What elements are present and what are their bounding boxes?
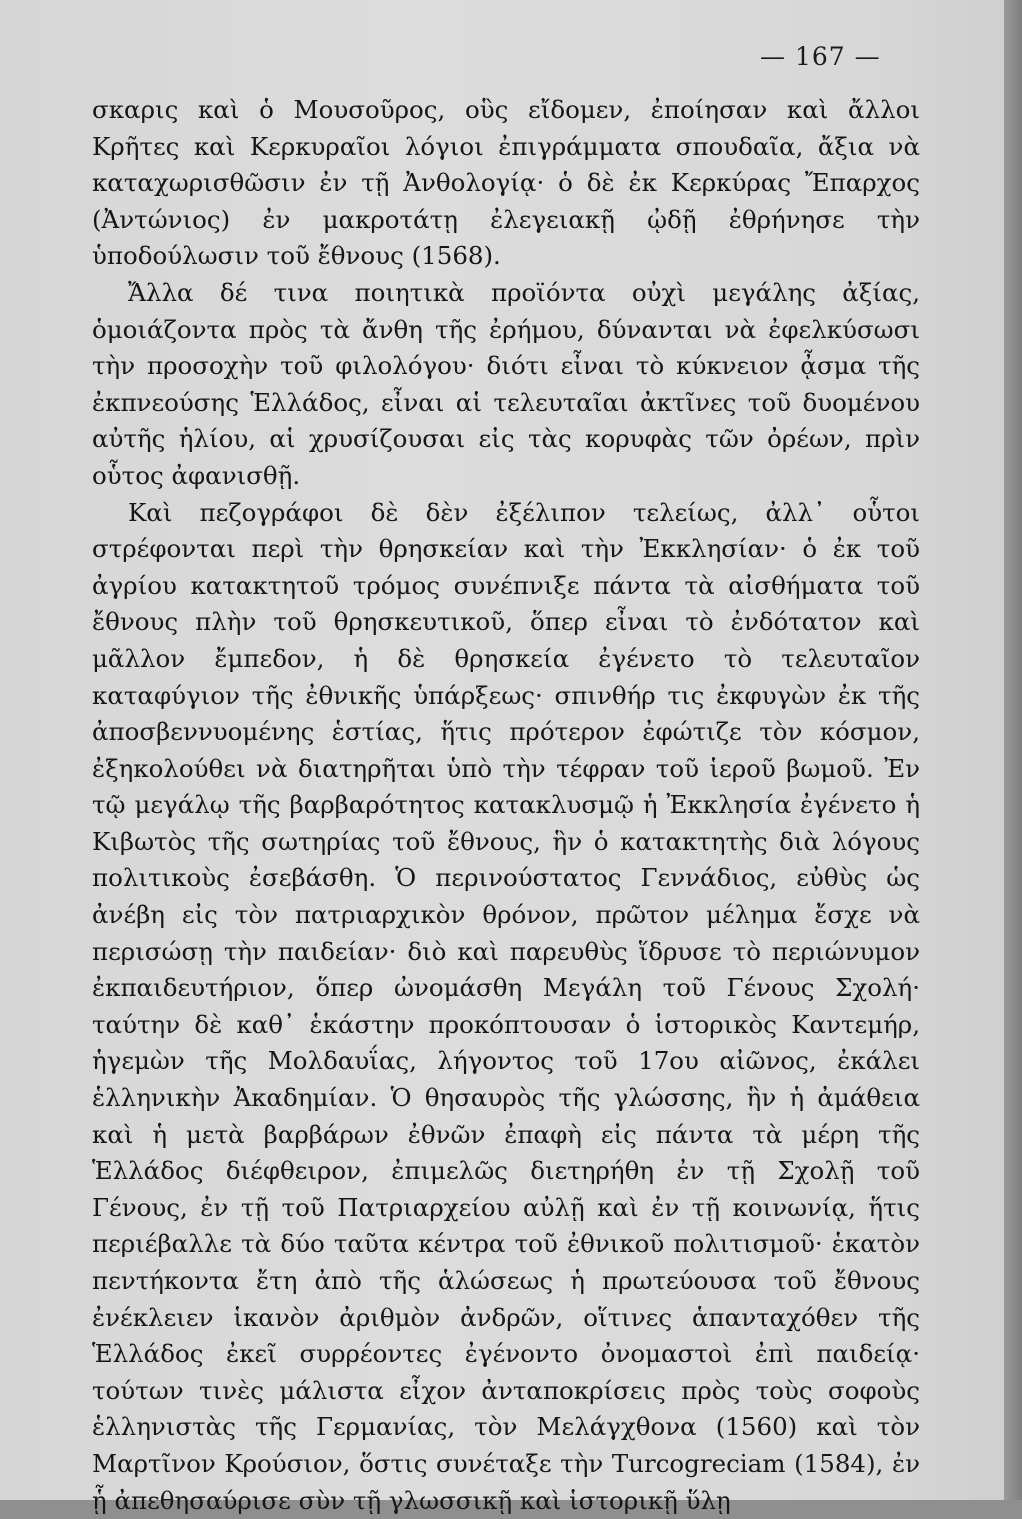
paragraph-3: Καὶ πεζογράφοι δὲ δὲν ἐξέλιπον τελείως, ἀλλ᾽ οὗτοι στρέφονται περὶ τὴν θρησκείαν καὶ τὴν Ἐκκλησίαν· ὁ ἐκ τοῦ ἀγρίου κατακτητοῦ τρόμος συνέπνιξε πάντα τὰ αἰσθήματα τοῦ ἔθνους πλὴν τοῦ θρησκευτικοῦ, ὅπερ εἶναι τὸ ἐνδότατον καὶ μᾶλλον ἔμπεδον, ἡ δὲ θρησκεία ἐγένετο τὸ τελευταῖον καταφύγιον τῆς ἐθνικῆς ὑπάρξεως· σπινθήρ τις ἐκφυγὼν ἐκ τῆς ἀποσβεννυομένης ἑστίας, ἥτις πρότερον ἐφώτιζε τὸν κόσμον, ἐξηκολούθει νὰ διατηρῆται ὑπὸ τὴν τέφραν τοῦ ἱεροῦ βωμοῦ. Ἐν τῷ μεγάλῳ τῆς βαρβαρότητος κατακλυσμῷ ἡ Ἐκκλησία ἐγένετο ἡ Κιβωτὸς τῆς σωτηρίας τοῦ ἔθνους, ἣν ὁ κατακτητὴς διὰ λόγους πολιτικοὺς ἐσεβάσθη. Ὁ περινούστατος Γεννάδιος, εὐθὺς ὡς ἀνέβη εἰς τὸν πατριαρχικὸν θρόνον, πρῶτον μέλημα ἔσχε νὰ περισώσῃ τὴν παιδείαν· διὸ καὶ παρευθὺς ἵδρυσε τὸ περιώνυμον ἐκπαιδευτήριον, ὅπερ ὠνομάσθη Μεγάλη τοῦ Γένους Σχολή· ταύτην δὲ καθ᾽ ἑκάστην προκόπτουσαν ὁ ἱστορικὸς Καντεμήρ, ἡγεμὼν τῆς Μολδαυΐας, λήγοντος τοῦ 17ου αἰῶνος, ἐκάλει ἑλληνικὴν Ἀκαδημίαν. Ὁ θησαυρὸς τῆς γλώσσης, ἣν ἡ ἀμάθεια καὶ ἡ μετὰ βαρβάρων ἐθνῶν ἐπαφὴ εἰς πάντα τὰ μέρη τῆς Ἑλλάδος διέφθειρον, ἐπιμελῶς διετηρήθη ἐν τῇ Σχολῇ τοῦ Γένους, ἐν τῇ τοῦ Πατριαρχείου αὐλῇ καὶ ἐν τῇ κοινωνίᾳ, ἥτις περιέβαλλε τὰ δύο ταῦτα κέντρα τοῦ ἐθνικοῦ πολιτισμοῦ· ἑκατὸν πεντήκοντα ἔτη ἀπὸ τῆς ἁλώσεως ἡ πρωτεύουσα τοῦ ἔθνους ἐνέκλειεν ἱκανὸν ἀριθμὸν ἀνδρῶν, οἵτινες ἁπανταχόθεν τῆς Ἑλλάδος ἐκεῖ συρρέοντες ἐγένοντο ὀνομαστοὶ ἐπὶ παιδείᾳ· τούτων τινὲς μάλιστα εἶχον ἀνταποκρίσεις πρὸς τοὺς σοφοὺς ἑλληνιστὰς τῆς Γερμανίας, τὸν Μελάγχθονα (1560) καὶ τὸν Μαρτῖνον Κρούσιον, ὅστις συνέταξε τὴν Turcogreciam (1584), ἐν ᾗ ἀπεθησαύρισε σὺν τῇ γλωσσικῇ καὶ ἱστορικῇ ὕλῃ xyxy=(92,497,920,1515)
page-number: — 167 — xyxy=(760,42,881,71)
body-text xyxy=(92,92,920,1519)
page-edge-shadow xyxy=(1004,0,1022,1500)
paragraph-1: σκαρις καὶ ὁ Μουσοῦρος, οὓς εἴδομεν, ἐποίησαν καὶ ἄλλοι Κρῆτες καὶ Κερκυραῖοι λόγιοι ἐπιγράμματα σπουδαῖα, ἄξια νὰ καταχωρισθῶσιν ἐν τῇ Ἀνθολογίᾳ· ὁ δὲ ἐκ Κερκύρας Ἔπαρχος (Ἀντώνιος) ἐν μακροτάτῃ ἐλεγειακῇ ᾠδῇ ἐθρήνησε τὴν ὑποδούλωσιν τοῦ ἔθνους (1568). xyxy=(92,95,920,271)
paragraph-2: Ἄλλα δέ τινα ποιητικὰ προϊόντα οὐχὶ μεγάλης ἀξίας, ὁμοιάζοντα πρὸς τὰ ἄνθη τῆς ἐρήμου, δύνανται νὰ ἐφελκύσωσι τὴν προσοχὴν τοῦ φιλολόγου· διότι εἶναι τὸ κύκνειον ᾆσμα τῆς ἐκπνεούσης Ἑλλάδος, εἶναι αἱ τελευταῖαι ἀκτῖνες τοῦ δυομένου αὐτῆς ἡλίου, αἱ χρυσίζουσαι εἰς τὰς κορυφὰς τῶν ὀρέων, πρὶν οὗτος ἀφανισθῇ. xyxy=(92,277,920,490)
